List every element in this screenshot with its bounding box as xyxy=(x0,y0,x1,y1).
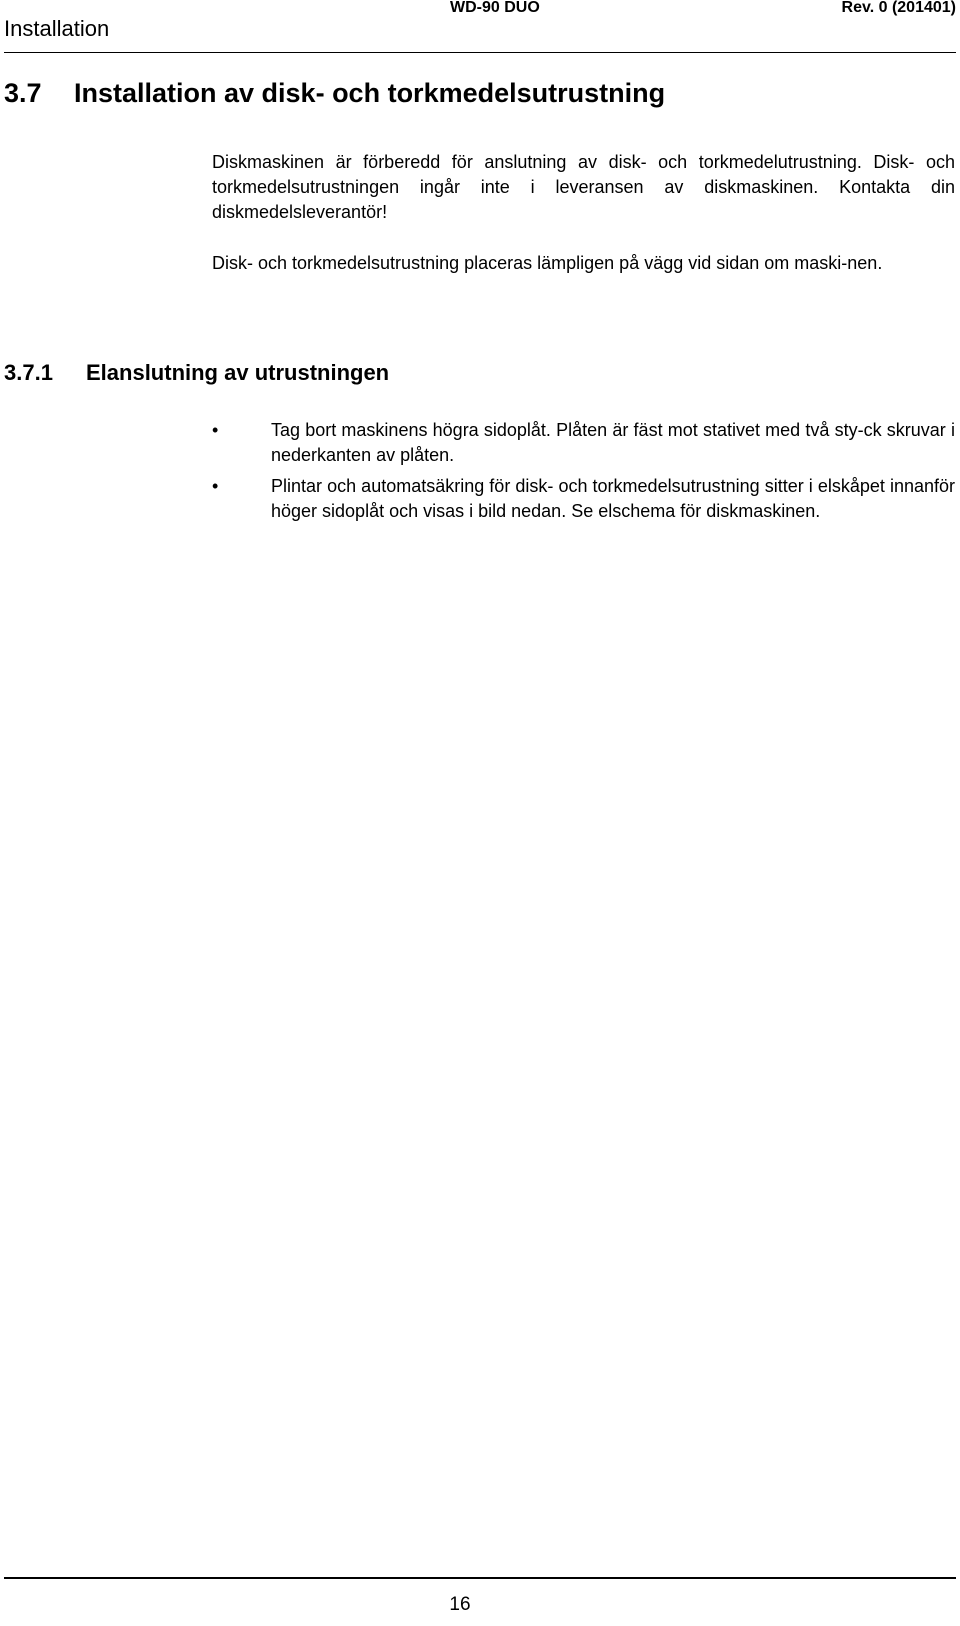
bullet-marker: • xyxy=(212,420,219,440)
header-section-name: Installation xyxy=(4,16,110,41)
page-number: 16 xyxy=(449,1594,471,1615)
header-divider xyxy=(4,52,956,53)
page-header xyxy=(4,0,956,52)
subsection-heading xyxy=(4,358,389,388)
section-heading xyxy=(4,76,665,110)
list-item-text: Tag bort maskinens högra sidoplåt. Plåten är fäst mot stativet med två sty-ck skruvar i nederkanten av plåten. xyxy=(271,420,955,465)
footer-divider xyxy=(4,1577,956,1579)
list-item xyxy=(212,474,955,524)
list-item-text: Plintar och automatsäkring för disk- och torkmedelsutrustning sitter i elskåpet innanför höger sidoplåt och visas i bild nedan. Se elschema för diskmaskinen. xyxy=(271,476,955,521)
subsection-title: Elanslutning av utrustningen xyxy=(86,360,390,385)
intro-paragraph-2: Disk- och torkmedelsutrustning placeras lämpligen på vägg vid sidan om maski-nen. xyxy=(212,253,883,273)
list-item xyxy=(212,418,955,468)
subsection-number: 3.7.1 xyxy=(4,360,53,385)
section-title: Installation av disk- och torkmedelsutrustning xyxy=(74,78,666,108)
bullet-marker: • xyxy=(212,476,219,496)
bullet-list xyxy=(212,418,955,530)
section-number: 3.7 xyxy=(4,78,42,108)
header-model-name: WD-90 DUO xyxy=(450,0,540,16)
intro-paragraph-1: Diskmaskinen är förberedd för anslutning av disk- och torkmedelutrustning. Disk- och torkmedelsutrustningen ingår inte i leveransen av diskmaskinen. Kontakta din diskmedelsleverantör! xyxy=(212,152,955,222)
header-revision: Rev. 0 (201401) xyxy=(841,0,956,16)
